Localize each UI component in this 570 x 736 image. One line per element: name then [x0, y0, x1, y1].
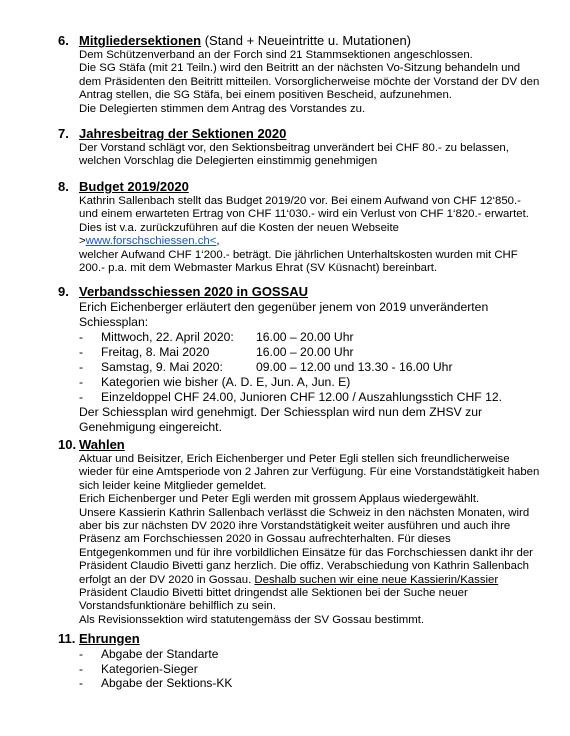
link-suffix: , — [216, 235, 220, 248]
section-title — [79, 437, 125, 453]
section-10 — [0, 437, 570, 627]
text-line: Antrag stellen, die SG Stäfa, bei einem positiven Bescheid, aufzunehmen. — [79, 89, 452, 102]
section-11 — [0, 631, 570, 691]
section-body — [79, 49, 549, 116]
text-segment: erfolgt an der DV 2020 in Gossau. — [79, 573, 255, 586]
section-title — [79, 126, 286, 142]
text-line: Aktuar und Beisitzer, Erich Eichenberger und Peter Egli stellen sich freundlicherweise — [79, 453, 510, 465]
list-item — [79, 345, 549, 360]
text-line: Unsere Kassierin Kathrin Sallenbach verlässt die Schweiz in den nächsten Monaten, wird — [79, 506, 530, 519]
list-item-label: Kategorien wie bisher (A. D. E, Jun. A, Jun. E) — [101, 375, 351, 389]
list-item-time: 16.00 – 20.00 Uhr — [256, 330, 354, 344]
text-line — [79, 574, 549, 587]
text-line: wieder für eine Amtsperiode von 2 Jahren zur Verfügung. Für eine Vorstandstätigkeit haben — [79, 466, 540, 479]
list-item-label: Kategorien-Sieger — [101, 661, 198, 676]
text-line: Dem Schützenverband an der Forch sind 21 Stammsektionen angeschlossen. — [79, 49, 473, 61]
list-item-time: 16.00 – 20.00 Uhr — [256, 345, 354, 359]
list-item — [79, 647, 549, 662]
section-7 — [0, 126, 570, 169]
text-line: Der Vorstand schlägt vor, den Sektionsbeitrag unverändert bei CHF 80.- zu belassen, — [79, 142, 509, 154]
text-line: Präsident Claudio Bivetti ganz herzlich. Die offiz. Verabschiedung von Kathrin Sallenbach — [79, 560, 529, 573]
section-body — [79, 142, 549, 169]
section-title — [79, 179, 189, 195]
text-line: aber bis zur nächsten DV 2020 ihre Vorstandstätigkeit weiter ausführen und auch ihre — [79, 520, 511, 533]
text-line: und einem erwarteten Ertrag von CHF 11‘030.- wird ein Verlust von CHF 1‘820.- erwartet. — [79, 208, 529, 221]
list-item-label: Freitag, 8. Mai 2020 — [101, 345, 210, 359]
section-title-text: Mitgliedersektionen — [79, 33, 202, 48]
section-number: 9. — [58, 284, 69, 299]
text-line: Entgegenkommen und für ihre vorbildlichen Einsätze für das Forchschiessen dankt ihr der — [79, 546, 533, 559]
list-item — [79, 676, 549, 691]
section-title — [79, 33, 411, 49]
website-link[interactable]: www.forschschiessen.ch< — [85, 235, 217, 248]
section-body — [79, 195, 549, 275]
text-line: welchen Vorschlag die Delegierten einstimmig genehmigen — [79, 155, 378, 168]
section-body — [79, 453, 549, 627]
text-line: Erich Eichenberger und Peter Egli werden mit grossem Applaus wiedergewählt. — [79, 493, 480, 506]
list-item-label: Abgabe der Standarte — [101, 647, 219, 661]
section-number: 10. — [58, 437, 77, 452]
text-line: Vorstandsfunktionäre behilflich zu sein. — [79, 600, 276, 613]
text-line: dem Präsidenten den Beitritt mitteilen. Vorsorglicherweise möchte der Vorstand der DV den — [79, 75, 540, 88]
text-line: Dies ist v.a. zurückzuführen auf die Kosten der neuen Webseite — [79, 221, 399, 234]
list-item — [79, 360, 549, 375]
text-line: Die Delegierten stimmen dem Antrag des Vorstandes zu. — [79, 102, 366, 115]
bullet-dash: - — [79, 360, 84, 374]
text-line: Genehmigung eingereicht. — [79, 420, 222, 434]
bullet-dash: - — [79, 661, 83, 676]
section-title-suffix: (Stand + Neueintritte u. Mutationen) — [201, 33, 412, 48]
section-title-text: Wahlen — [79, 437, 125, 452]
text-line: Präsenz am Forchschiessen 2020 in Gossau aufrechterhalten. Für dieses — [79, 533, 451, 546]
section-title — [79, 631, 140, 647]
section-9 — [0, 284, 570, 435]
text-line: Erich Eichenberger erläutert den gegenüber jenem von 2019 unveränderten — [79, 300, 489, 314]
text-line — [79, 235, 549, 248]
section-title-text: Budget 2019/2020 — [79, 179, 189, 194]
text-line: Der Schiessplan wird genehmigt. Der Schiessplan wird nun dem ZHSV zur — [79, 405, 483, 419]
list-item-label: Samstag, 9. Mai 2020: — [101, 360, 223, 374]
list-item-label: Einzeldoppel CHF 24.00, Junioren CHF 12.00 / Auszahlungsstich CHF 12. — [101, 390, 503, 404]
section-body — [79, 647, 549, 691]
text-line: welcher Aufwand CHF 1‘200.- beträgt. Die jährlichen Unterhaltskosten wurden mit CHF — [79, 248, 518, 261]
section-title-text: Ehrungen — [79, 631, 140, 646]
section-8 — [0, 179, 570, 275]
text-line: Präsident Claudio Bivetti bittet dringendst alle Sektionen bei der Suche neuer — [79, 587, 468, 600]
section-title-text: Verbandsschiessen 2020 in GOSSAU — [79, 284, 309, 299]
bullet-dash: - — [79, 647, 83, 661]
bullet-dash: - — [79, 676, 83, 691]
text-line: 200.- p.a. mit dem Webmaster Markus Ehrat (SV Küsnacht) bereinbart. — [79, 262, 438, 275]
text-line: Kathrin Sallenbach stellt das Budget 2019/20 vor. Bei einem Aufwand von CHF 12‘850.- — [79, 195, 521, 207]
section-number: 7. — [58, 126, 69, 141]
list-item — [79, 390, 549, 405]
section-number: 11. — [58, 631, 76, 646]
bullet-dash: - — [79, 345, 84, 359]
section-title — [79, 284, 308, 300]
section-body — [79, 300, 549, 435]
list-item-time: 09.00 – 12.00 und 13.30 - 16.00 Uhr — [256, 360, 453, 374]
underlined-text: Deshalb suchen wir eine neue Kassierin/Kassier — [254, 573, 499, 586]
section-6 — [0, 33, 570, 116]
text-line: Schiessplan: — [79, 315, 149, 329]
section-number: 6. — [58, 33, 69, 48]
bullet-dash: - — [79, 390, 84, 404]
list-item-label: Mittwoch, 22. April 2020: — [101, 330, 234, 344]
bullet-dash: - — [79, 375, 84, 389]
section-number: 8. — [58, 179, 69, 194]
text-line: Die SG Stäfa (mit 21 Teiln.) wird den Beitritt an der nächsten Vo-Sitzung behandeln und — [79, 62, 521, 75]
text-line: sich leider keine Mitglieder gemeldet. — [79, 479, 267, 492]
list-item-label: Abgabe der Sektions-KK — [101, 676, 233, 691]
text-line: Als Revisionssektion wird statutengemäss der SV Gossau bestimmt. — [79, 613, 425, 626]
list-item — [79, 375, 549, 390]
bullet-dash: - — [79, 330, 84, 344]
link-prefix: > — [79, 235, 86, 248]
list-item — [79, 662, 549, 677]
list-item — [79, 330, 549, 345]
section-title-text: Jahresbeitrag der Sektionen 2020 — [79, 126, 287, 141]
